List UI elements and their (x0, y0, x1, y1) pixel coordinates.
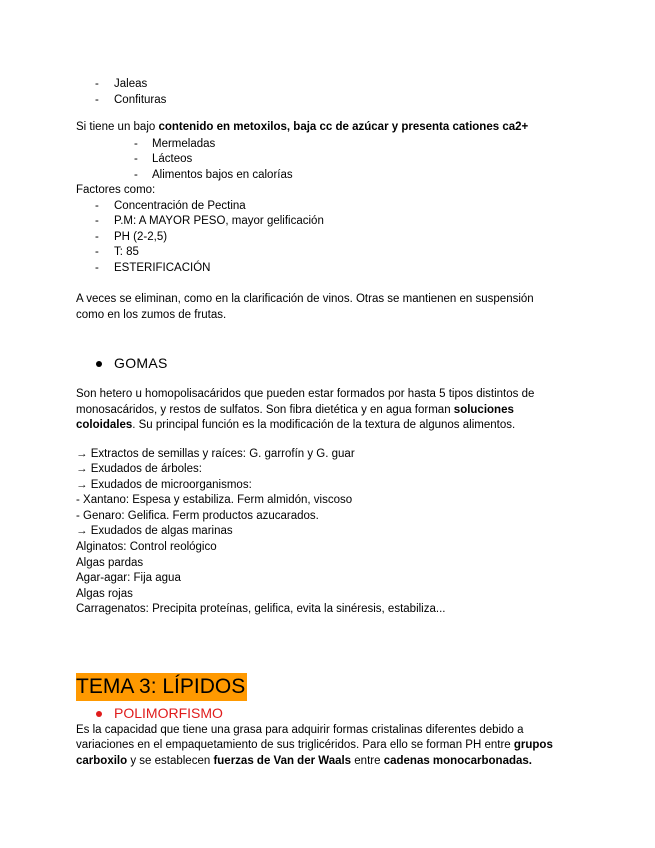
factors-label: Factores como: (76, 184, 156, 196)
list-item: Confituras (114, 94, 167, 106)
list-dash: - (134, 138, 138, 150)
list-item: P.M: A MAYOR PESO, mayor gelificación (114, 215, 324, 227)
paragraph-line (76, 418, 515, 433)
list-dash: - (95, 231, 99, 243)
gomas-heading (96, 355, 168, 372)
list-item: - Genaro: Gelifica. Ferm productos azucarados. (76, 510, 319, 522)
text: y se establecen (127, 755, 214, 767)
list-item: Jaleas (114, 78, 148, 90)
list-dash: - (134, 153, 138, 165)
list-dash: - (95, 215, 99, 227)
heading-text: POLIMORFISMO (114, 705, 223, 721)
text: . Su principal función es la modificación de la textura de algunos alimentos. (132, 419, 516, 431)
paragraph-line: Son hetero u homopolisacáridos que pueden estar formados por hasta 5 tipos distintos de (76, 388, 535, 400)
text: monosacáridos, y restos de sulfatos. Son fibra dietética y en agua forman (76, 404, 454, 416)
paragraph-line (76, 403, 514, 418)
paragraph-low-methoxyl (76, 120, 528, 135)
list-item: PH (2-2,5) (114, 231, 168, 243)
list-item: Agar-agar: Fija agua (76, 572, 181, 584)
list-item: → Exudados de árboles: (76, 463, 202, 475)
list-dash: - (95, 94, 99, 106)
list-dash: - (95, 246, 99, 258)
list-item: Alimentos bajos en calorías (152, 169, 293, 181)
list-item: T: 85 (114, 246, 139, 258)
list-dash: - (95, 200, 99, 212)
bold-text: contenido en metoxilos, baja cc de azúcar y presenta cationes ca2+ (158, 121, 529, 133)
list-item: Lácteos (152, 153, 193, 165)
list-item: - Xantano: Espesa y estabiliza. Ferm almidón, viscoso (76, 494, 353, 506)
list-item: → Exudados de algas marinas (76, 525, 233, 537)
bold-text: coloidales (76, 419, 133, 431)
chapter-heading: TEMA 3: LÍPIDOS (76, 673, 247, 701)
bullet-icon (96, 361, 102, 367)
paragraph-line: A veces se eliminan, como en la clarificación de vinos. Otras se mantienen en suspensión (76, 293, 534, 305)
list-item: → Exudados de microorganismos: (76, 479, 252, 491)
list-item: → Extractos de semillas y raíces: G. garrofín y G. guar (76, 448, 355, 460)
bold-text: grupos (513, 739, 553, 751)
list-item: Alginatos: Control reológico (76, 541, 217, 553)
list-dash: - (134, 169, 138, 181)
bold-text: cadenas monocarbonadas. (383, 755, 532, 767)
text: variaciones en el empaquetamiento de sus triglicéridos. Para ello se forman PH entre (76, 739, 514, 751)
list-item: Mermeladas (152, 138, 216, 150)
paragraph-line: como en los zumos de frutas. (76, 309, 227, 321)
bullet-icon (96, 711, 102, 717)
bold-text: carboxilo (76, 755, 128, 767)
paragraph-line (76, 738, 553, 753)
polimorfismo-heading (96, 705, 223, 722)
paragraph-line: Es la capacidad que tiene una grasa para adquirir formas cristalinas diferentes debido a (76, 724, 524, 736)
list-item: Concentración de Pectina (114, 200, 246, 212)
list-item: Algas rojas (76, 588, 133, 600)
list-dash: - (95, 262, 99, 274)
text: Si tiene un bajo (76, 121, 159, 133)
list-item: Carragenatos: Precipita proteínas, gelifica, evita la sinéresis, estabiliza... (76, 603, 446, 615)
paragraph-line (76, 754, 532, 769)
list-dash: - (95, 78, 99, 90)
bold-text: fuerzas de Van der Waals (213, 755, 352, 767)
list-item: Algas pardas (76, 557, 144, 569)
heading-text: GOMAS (114, 355, 168, 371)
bold-text: soluciones (453, 404, 514, 416)
list-item: ESTERIFICACIÓN (114, 262, 211, 274)
text: entre (351, 755, 384, 767)
